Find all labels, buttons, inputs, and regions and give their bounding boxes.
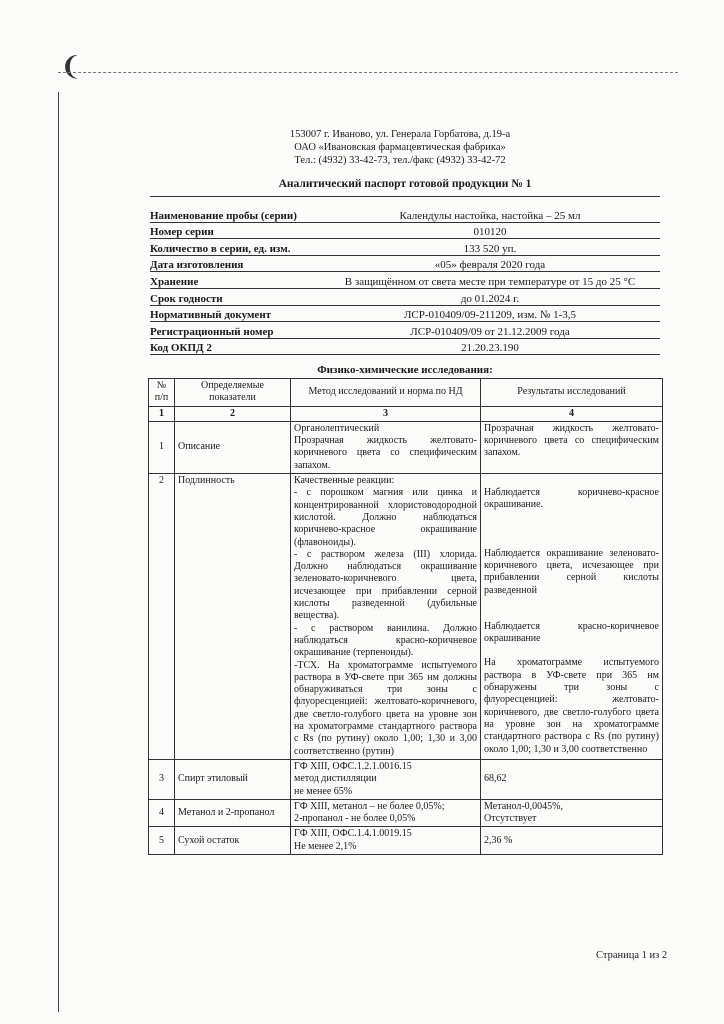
method-line: Не менее 2,1%	[294, 840, 357, 852]
colnum: 4	[481, 406, 663, 421]
row-result	[481, 421, 663, 473]
method-line: - с порошком магния или цинка и концентрированной хлористоводородной кислотой. Должно наблюдаться коричнево-красное окрашивание (флавоноиды).	[294, 487, 477, 548]
row-indicator: Спирт этиловый	[175, 759, 291, 799]
field-normative-doc	[150, 306, 660, 323]
row-indicator: Метанол и 2-пропанол	[175, 799, 291, 827]
row-num: 5	[149, 827, 175, 855]
document-title: Аналитический паспорт готовой продукции № 1	[278, 178, 532, 190]
field-label: Нормативный документ	[150, 309, 272, 322]
header-method: Метод исследований и норма по НД	[291, 379, 481, 407]
field-label: Хранение	[150, 275, 199, 288]
method-line: - с раствором ванилина. Должно наблюдаться красно-коричневое окрашивание (терпеноиды).	[294, 622, 477, 659]
header-result: Результаты исследований	[481, 379, 663, 407]
row-num: 1	[149, 421, 175, 473]
table-row	[149, 421, 663, 473]
field-manufacture-date	[150, 256, 660, 273]
method-line: ГФ XIII, метанол – не более 0,05%;	[294, 800, 445, 812]
colnum: 3	[291, 406, 481, 421]
table-row	[149, 827, 663, 855]
field-label: Дата изготовления	[150, 259, 244, 272]
field-expiry	[150, 289, 660, 306]
row-result	[481, 799, 663, 827]
row-num: 3	[149, 759, 175, 799]
method-line: ГФ XIII, ОФС.1.4.1.0019.15	[294, 828, 412, 840]
table-row	[149, 474, 663, 760]
result-line: Метанол-0,0045%,	[484, 800, 563, 812]
field-value: 21.20.23.190	[461, 342, 519, 355]
corner-pen-mark: ❨	[60, 52, 82, 81]
row-num: 2	[149, 474, 175, 760]
field-value: ЛСР-010409/09 от 21.12.2009 года	[410, 325, 570, 338]
field-label: Наименование пробы (серии)	[150, 209, 297, 222]
result-line: На хроматограмме испытуемого раствора в УФ-свете при 365 нм обнаружены три зоны с флуоресценцией: желтовато-коричневого, две светло-голубого цвета на уровне зон на хроматограмме стандартного раствора с Rs (по рутину) около 1,00; 1,30 и 3,00 соответственно	[484, 657, 659, 755]
row-result	[481, 759, 663, 799]
row-method	[291, 421, 481, 473]
table-row	[149, 759, 663, 799]
field-value: Календулы настойка, настойка – 25 мл	[399, 209, 581, 222]
field-quantity	[150, 239, 660, 256]
field-label: Количество в серии, ед. изм.	[150, 242, 291, 255]
row-num: 4	[149, 799, 175, 827]
method-line: Прозрачная жидкость желтовато-коричневого цвета со специфическим запахом.	[294, 435, 477, 471]
method-line: ГФ XIII, ОФС.1.2.1.0016.15	[294, 760, 412, 772]
field-label: Номер серии	[150, 226, 214, 239]
row-method	[291, 799, 481, 827]
row-result	[481, 827, 663, 855]
method-line: -ТСХ. На хроматограмме испытуемого раствора в УФ-свете при 365 нм должны обнаруживаться три зоны с флуоресценцией: желтовато-коричневого, две светло-голубого цвета на уровне зон на хроматограмме стандартного раствора с Rs (по рутину) около 1,00; 1,30 и 3,00 соответственно (рутин)	[294, 659, 477, 757]
row-method	[291, 474, 481, 760]
method-line: Качественные реакции:	[294, 475, 395, 487]
field-label: Срок годности	[150, 292, 223, 305]
result-line: Наблюдается коричнево-красное окрашивание.	[484, 487, 659, 511]
table-colnum-row	[149, 406, 663, 421]
field-value: 133 520 уп.	[463, 242, 517, 255]
colnum: 2	[175, 406, 291, 421]
table-row	[149, 799, 663, 827]
title-underline	[150, 196, 660, 197]
field-okpd-code	[150, 339, 660, 356]
method-line: Органолептический	[294, 422, 380, 434]
company-header	[200, 128, 600, 167]
field-value: В защищённом от света месте при температуре от 15 до 25 °С	[344, 275, 636, 288]
method-line: - с раствором железа (III) хлорида. Должно наблюдаться окрашивание зеленовато-коричневого цвета, исчезающее при прибавлении серной кислоты разведенной (дубильные вещества).	[294, 548, 477, 622]
row-result	[481, 474, 663, 760]
header-num: № п/п	[149, 379, 175, 407]
field-value: ЛСР-010409/09-211209, изм. № 1-3,5	[403, 309, 577, 322]
section-title: Физико-химические исследования:	[317, 364, 493, 376]
scan-edge-left	[58, 92, 59, 1012]
field-label: Регистрационный номер	[150, 325, 274, 338]
result-line: Наблюдается окрашивание зеленовато-коричневого цвета, исчезающее при прибавлении серной кислоты разведенной	[484, 547, 659, 596]
table-header-row	[149, 379, 663, 407]
company-address: 153007 г. Иваново, ул. Генерала Горбатова, д.19-а	[289, 129, 511, 140]
result-line: 68,62	[484, 773, 507, 785]
result-line: 2,36 %	[484, 834, 513, 846]
result-line: Отсутствует	[484, 813, 537, 825]
field-storage	[150, 272, 660, 289]
field-label: Код ОКПД 2	[150, 342, 212, 355]
result-line: Наблюдается красно-коричневое окрашивание	[484, 620, 659, 645]
page-number: Страница 1 из 2	[596, 950, 668, 961]
field-value: 010120	[473, 226, 507, 239]
method-line: метод дистилляции	[294, 773, 377, 785]
field-value: «05» февраля 2020 года	[434, 259, 546, 272]
row-indicator: Подлинность	[175, 474, 291, 760]
company-phones: Тел.: (4932) 33-42-73, тел./факс (4932) 33-42-72	[294, 155, 506, 166]
field-registration-number	[150, 322, 660, 339]
passport-fields	[150, 206, 660, 355]
row-method	[291, 827, 481, 855]
method-line: 2-пропанол - не более 0,05%	[294, 813, 416, 825]
analysis-table	[148, 378, 663, 855]
field-sample-name	[150, 206, 660, 223]
scan-edge-top	[58, 72, 678, 73]
field-value: до 01.2024 г.	[460, 292, 520, 305]
field-batch-number	[150, 223, 660, 240]
row-indicator: Описание	[175, 421, 291, 473]
row-indicator: Сухой остаток	[175, 827, 291, 855]
method-line: не менее 65%	[294, 785, 353, 797]
row-method	[291, 759, 481, 799]
company-name: ОАО «Ивановская фармацевтическая фабрика»	[294, 142, 506, 153]
header-indicator: Определяемые показатели	[175, 379, 291, 407]
colnum: 1	[149, 406, 175, 421]
result-line: Прозрачная жидкость желтовато-коричневого цвета со специфическим запахом.	[484, 422, 659, 459]
